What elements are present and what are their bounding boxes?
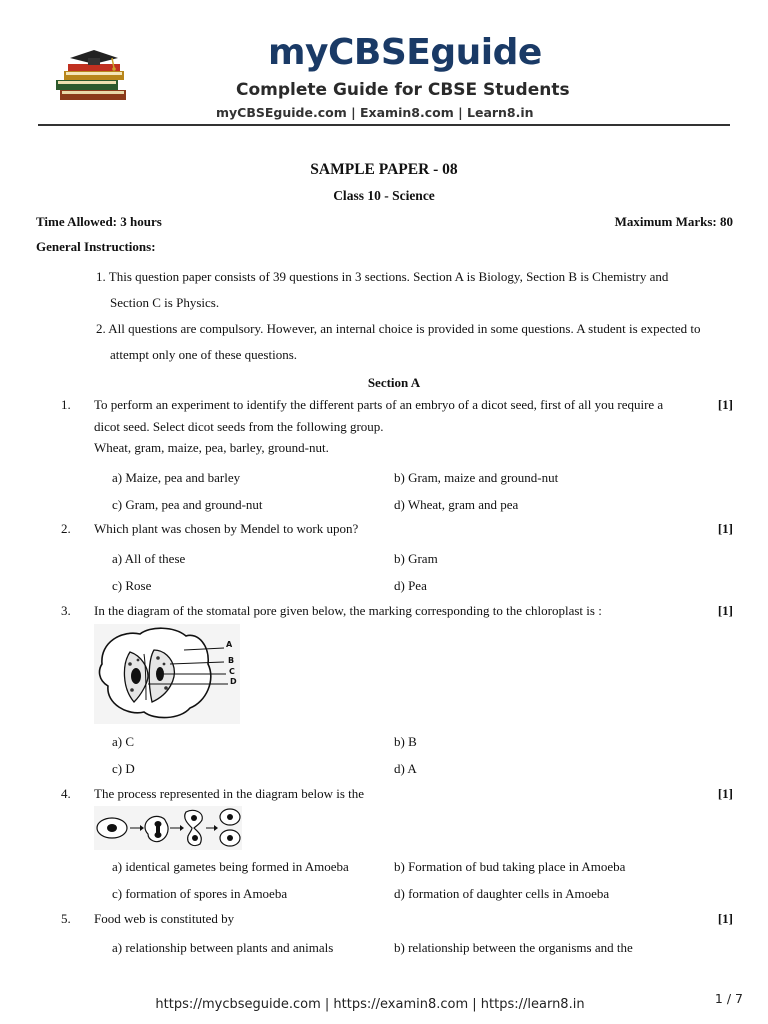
option-c: c) Gram, pea and ground-nut (112, 497, 263, 512)
page-number: 1 / 7 (714, 991, 743, 1006)
brand-links: myCBSEguide.com | Examin8.com | Learn8.in (216, 105, 534, 120)
option-c: c) D (112, 761, 135, 776)
instruction-1-line-1: 1. This question paper consists of 39 questions in 3 sections. Section A is Biology, Section B is Chemistry and (96, 269, 669, 284)
question-text: dicot seed. Select dicot seeds from the following group. (94, 419, 384, 434)
option-b: b) B (394, 734, 417, 749)
question-number: 5. (61, 911, 71, 926)
question-marks: [1] (717, 521, 733, 536)
option-c: c) Rose (112, 578, 152, 593)
stomata-diagram (94, 624, 240, 724)
option-c: c) formation of spores in Amoeba (112, 886, 288, 901)
option-b: b) Formation of bud taking place in Amoeba (394, 859, 626, 874)
option-b: b) relationship between the organisms and the (394, 940, 633, 955)
brand-title: myCBSEguide (268, 32, 542, 73)
question-text: Wheat, gram, maize, pea, barley, ground-nut. (94, 440, 329, 455)
question-marks: [1] (717, 603, 733, 618)
diagram-label-b: B (228, 656, 235, 665)
footer-links: https://mycbseguide.com | https://examin8.com | https://learn8.in (155, 997, 585, 1012)
option-b: b) Gram (394, 551, 438, 566)
question-number: 1. (61, 397, 71, 412)
diagram-label-d: D (230, 677, 237, 686)
question-marks: [1] (717, 397, 733, 412)
option-d: d) formation of daughter cells in Amoeba (394, 886, 610, 901)
question-text: In the diagram of the stomatal pore given below, the marking corresponding to the chloroplast is : (94, 603, 602, 618)
question-number: 2. (61, 521, 71, 536)
option-a: a) All of these (112, 551, 186, 566)
option-d: d) Wheat, gram and pea (394, 497, 519, 512)
paper-title: SAMPLE PAPER - 08 (310, 161, 458, 178)
brand-subtitle: Complete Guide for CBSE Students (236, 80, 570, 100)
option-a: a) identical gametes being formed in Amoeba (112, 859, 349, 874)
question-number: 3. (61, 603, 71, 618)
option-d: d) A (394, 761, 417, 776)
option-d: d) Pea (394, 578, 427, 593)
question-text: Which plant was chosen by Mendel to work upon? (94, 521, 359, 536)
option-a: a) C (112, 734, 135, 749)
instruction-1-line-2: Section C is Physics. (110, 295, 220, 310)
instructions-heading: General Instructions: (36, 239, 156, 254)
maximum-marks: Maximum Marks: 80 (614, 214, 733, 229)
question-marks: [1] (717, 911, 733, 926)
question-number: 4. (61, 786, 71, 801)
paper-class: Class 10 - Science (333, 188, 435, 203)
instruction-2-line-1: 2. All questions are compulsory. However, an internal choice is provided in some questions. A student is expected to (96, 321, 701, 336)
option-b: b) Gram, maize and ground-nut (394, 470, 559, 485)
instruction-2-line-2: attempt only one of these questions. (110, 347, 298, 362)
question-text: The process represented in the diagram below is the (94, 786, 365, 801)
question-text: To perform an experiment to identify the different parts of an embryo of a dicot seed, first of all you require a (94, 397, 664, 412)
question-marks: [1] (717, 786, 733, 801)
time-allowed: Time Allowed: 3 hours (36, 214, 162, 229)
option-a: a) Maize, pea and barley (112, 470, 241, 485)
diagram-label-c: C (229, 667, 235, 676)
amoeba-division-diagram (94, 806, 242, 850)
section-heading: Section A (367, 375, 421, 390)
option-a: a) relationship between plants and animals (112, 940, 334, 955)
diagram-label-a: A (226, 640, 233, 649)
books-logo-icon (50, 50, 134, 104)
header-divider (38, 124, 730, 126)
question-text: Food web is constituted by (94, 911, 235, 926)
